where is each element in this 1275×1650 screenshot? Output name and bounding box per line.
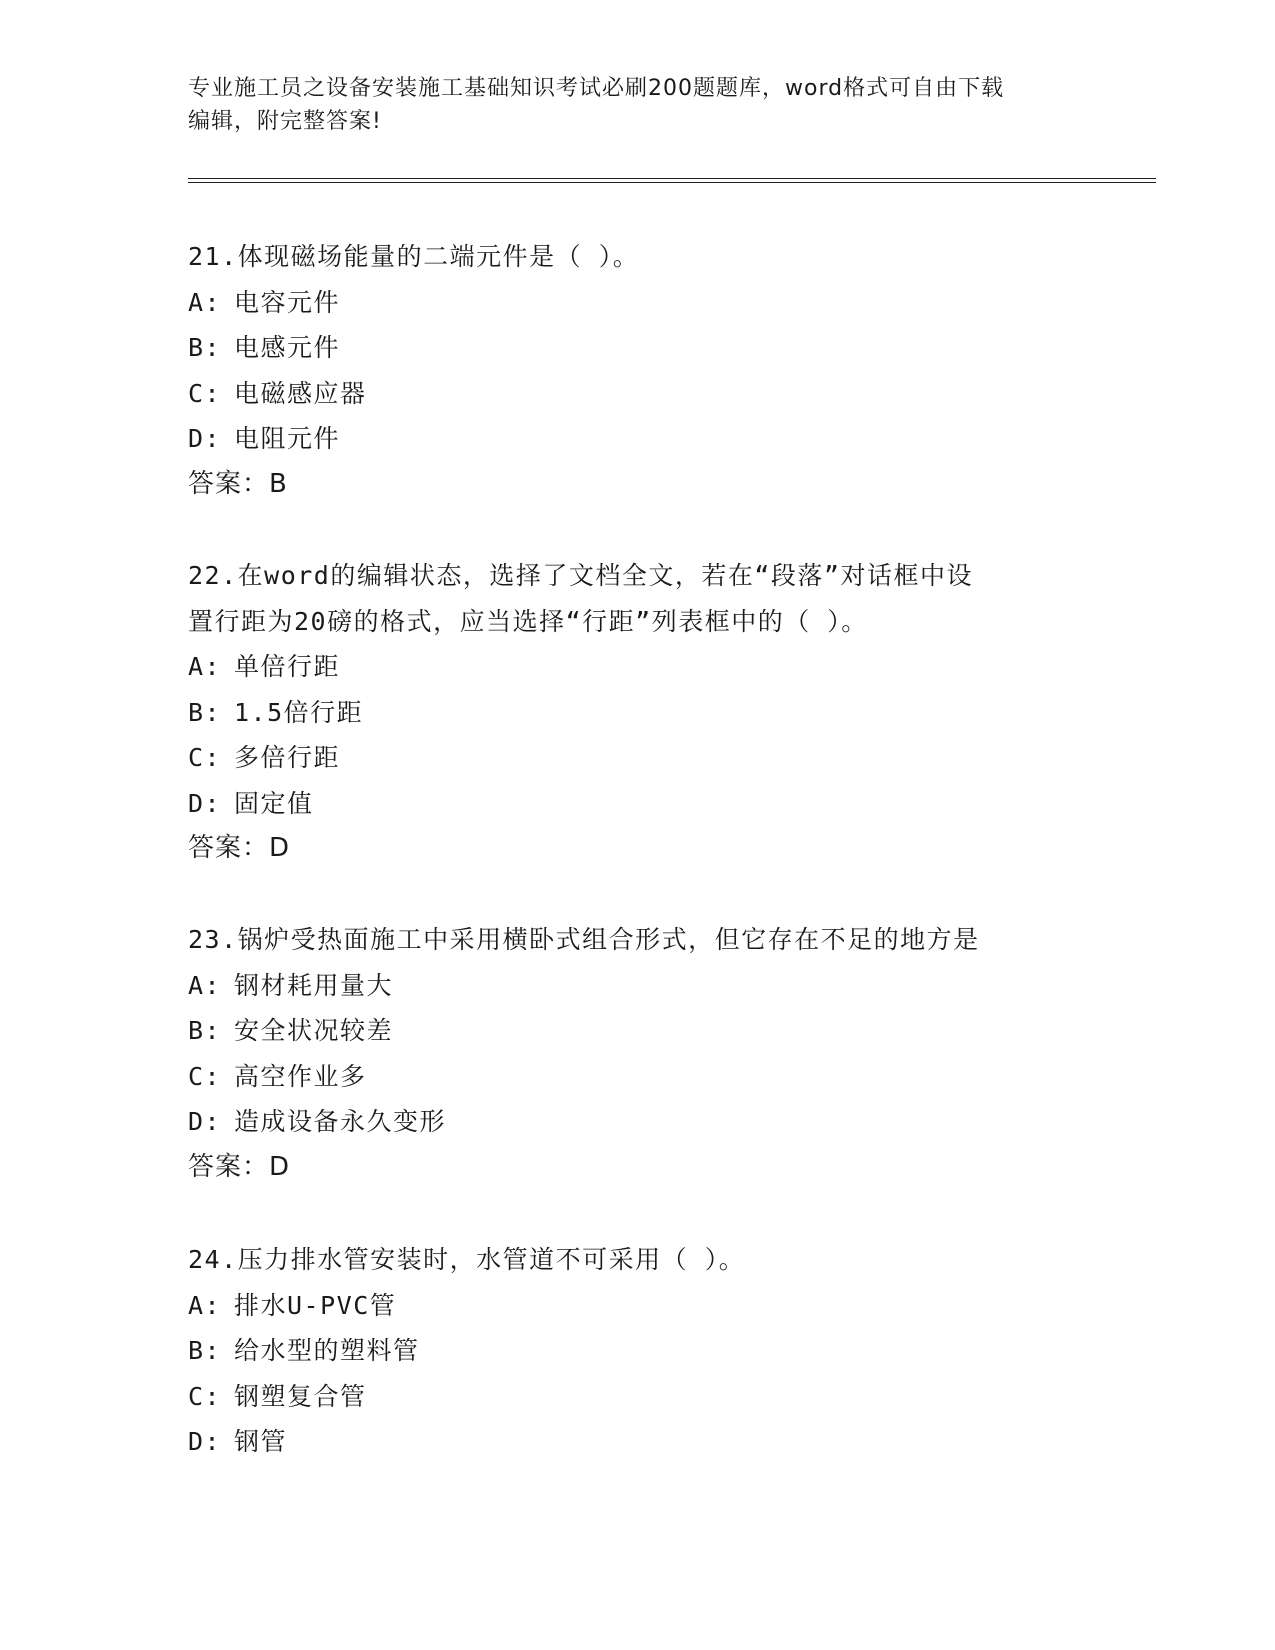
option-b bbox=[188, 690, 1088, 736]
option-key: C: bbox=[188, 1381, 222, 1411]
question-stem: 24.压力排水管安装时，水管道不可采用（ ）。 bbox=[188, 1245, 746, 1274]
option-c bbox=[188, 1374, 1088, 1420]
header-divider-bottom bbox=[188, 182, 1156, 183]
option-text: 电感元件 bbox=[234, 333, 341, 362]
option-text: 电磁感应器 bbox=[234, 378, 367, 408]
question-stem: 22.在word的编辑状态，选择了文档全文，若在“段落”对话框中设 bbox=[188, 561, 973, 590]
option-text: 固定值 bbox=[234, 788, 314, 818]
header-line-2: 编辑，附完整答案! bbox=[188, 109, 382, 134]
option-d bbox=[188, 1419, 1088, 1465]
option-a bbox=[188, 280, 1088, 326]
answer-line: 答案：D bbox=[188, 833, 291, 863]
document-header bbox=[188, 72, 1068, 138]
option-key: A: bbox=[188, 652, 222, 681]
option-c bbox=[188, 1054, 1088, 1100]
option-a bbox=[188, 963, 1088, 1009]
option-key: B: bbox=[188, 333, 222, 362]
option-b bbox=[188, 325, 1088, 371]
question-stem: 23.锅炉受热面施工中采用横卧式组合形式，但它存在不足的地方是 bbox=[188, 925, 980, 954]
option-text: 钢塑复合管 bbox=[234, 1381, 367, 1411]
option-key: D: bbox=[188, 1427, 222, 1456]
option-text: 高空作业多 bbox=[234, 1061, 367, 1091]
option-a bbox=[188, 1283, 1088, 1329]
header-line-1: 专业施工员之设备安装施工基础知识考试必刷200题题库，word格式可自由下载 bbox=[188, 76, 1005, 101]
answer-line: 答案：D bbox=[188, 1151, 291, 1182]
option-text: 排水U-PVC管 bbox=[234, 1290, 397, 1320]
option-text: 安全状况较差 bbox=[234, 1016, 394, 1045]
option-key: C: bbox=[188, 378, 222, 408]
option-text: 电容元件 bbox=[234, 287, 341, 317]
option-b bbox=[188, 1328, 1088, 1374]
option-d bbox=[188, 1099, 1088, 1145]
option-text: 钢材耗用量大 bbox=[234, 970, 394, 1000]
question-23 bbox=[188, 917, 1088, 1190]
question-21 bbox=[188, 234, 1088, 507]
option-key: D: bbox=[188, 424, 222, 453]
question-24 bbox=[188, 1237, 1088, 1465]
option-key: A: bbox=[188, 970, 222, 1000]
option-text: 给水型的塑料管 bbox=[234, 1336, 420, 1365]
option-key: C: bbox=[188, 743, 222, 772]
option-key: D: bbox=[188, 1107, 222, 1136]
option-key: B: bbox=[188, 1336, 222, 1365]
option-text: 电阻元件 bbox=[234, 424, 341, 453]
option-text: 1.5倍行距 bbox=[234, 697, 364, 727]
option-c bbox=[188, 735, 1088, 781]
question-22 bbox=[188, 553, 1088, 872]
option-key: B: bbox=[188, 1016, 222, 1045]
option-d bbox=[188, 781, 1088, 827]
question-stem-continued: 置行距为20磅的格式，应当选择“行距”列表框中的（ ）。 bbox=[188, 606, 868, 636]
option-text: 造成设备永久变形 bbox=[234, 1107, 447, 1136]
option-text: 多倍行距 bbox=[234, 743, 341, 772]
option-text: 单倍行距 bbox=[234, 652, 341, 681]
answer-line: 答案：B bbox=[188, 468, 288, 499]
option-d bbox=[188, 416, 1088, 462]
option-key: A: bbox=[188, 1290, 222, 1320]
option-key: C: bbox=[188, 1061, 222, 1091]
header-divider-top bbox=[188, 178, 1156, 179]
option-b bbox=[188, 1008, 1088, 1054]
option-a bbox=[188, 644, 1088, 690]
option-key: A: bbox=[188, 287, 222, 317]
option-key: B: bbox=[188, 697, 222, 727]
option-c bbox=[188, 371, 1088, 417]
question-stem: 21.体现磁场能量的二端元件是（ ）。 bbox=[188, 242, 640, 271]
option-text: 钢管 bbox=[234, 1427, 288, 1456]
option-key: D: bbox=[188, 788, 222, 818]
